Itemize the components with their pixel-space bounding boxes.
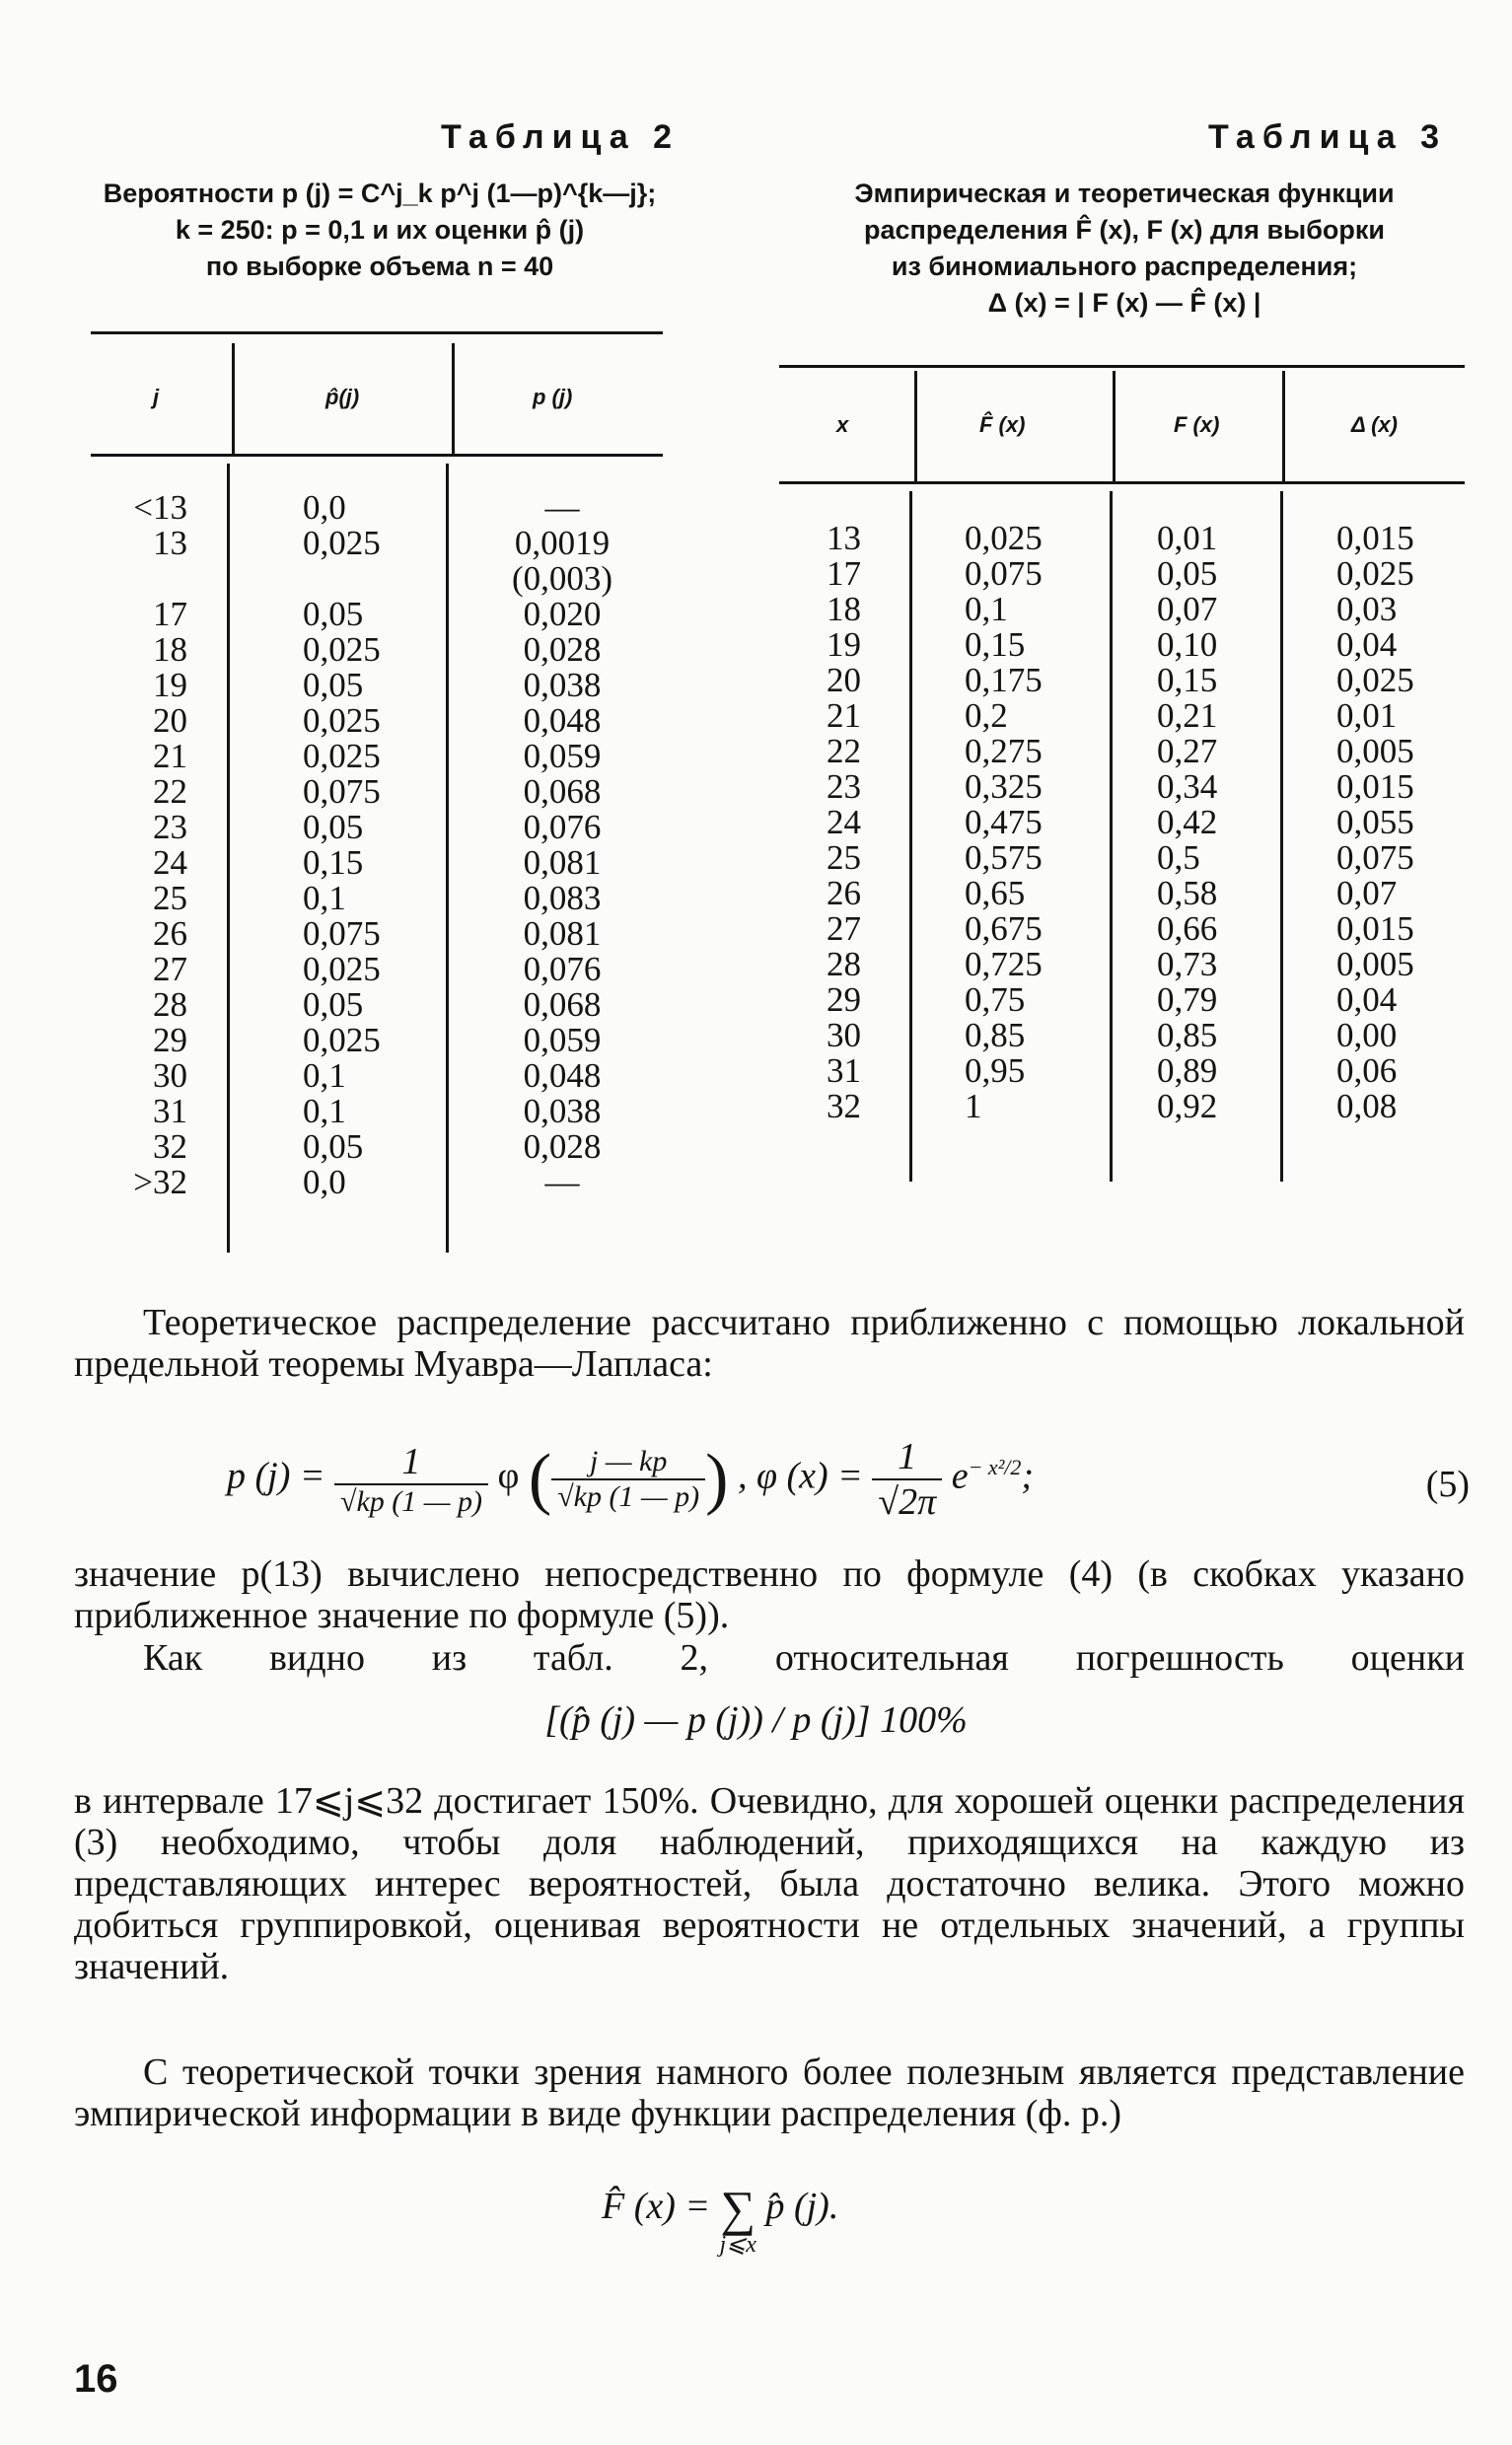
table3-col-Fhat: 0,025 0,075 0,1 0,15 0,175 0,2 0,275 0,325 0,475 0,575 0,65 0,675 0,725 0,75 0,85 0,95 1 bbox=[965, 519, 1043, 1125]
formula-ecdf-sum bbox=[719, 2181, 756, 2258]
paragraph-4: в интервале 17⩽j⩽32 достигает 150%. Очевидно, для хорошей оценки распределения (3) необходимо, чтобы доля наблюдений, приходящихся на каждую из представляющих интерес вероятностей, была достаточно велика. Этого можно добиться группировкой, оценивая вероятности не отдельных значений, а группы значений. bbox=[74, 1780, 1465, 1987]
table2-vline-1 bbox=[232, 343, 235, 454]
table3-top-rule bbox=[779, 365, 1465, 368]
formula-ecdf bbox=[602, 2181, 996, 2283]
table3-vline-2-body bbox=[1110, 491, 1113, 1182]
formula-5-num-1: 1 bbox=[334, 1440, 488, 1485]
paragraph-2: значение p(13) вычислено непосредственно по формуле (4) (в скобках указано приближенное значение по формуле (5)). bbox=[74, 1553, 1465, 1636]
formula-5-frac-2 bbox=[551, 1445, 705, 1514]
table2-caption bbox=[74, 176, 685, 285]
table3-header-x: x bbox=[836, 412, 849, 437]
table2-caption-line-3: по выборке объема n = 40 bbox=[205, 252, 554, 281]
formula-5-semicolon: ; bbox=[1021, 1455, 1035, 1497]
table2-header-phat: p̂(j) bbox=[325, 385, 360, 409]
table2-col-p: — 0,0019 (0,003) 0,020 0,028 0,038 0,048 0,059 0,068 0,076 0,081 0,083 0,081 0,076 0,068 0,059 0,048 0,038 0,028 — bbox=[511, 488, 613, 1201]
table2-title: Таблица 2 bbox=[441, 118, 681, 156]
formula-5-den-2: √kp (1 — p) bbox=[557, 1480, 700, 1513]
formula-ecdf-subscript: j⩽x bbox=[719, 2232, 756, 2258]
table2-top-rule bbox=[91, 331, 663, 334]
formula-5-num-3: 1 bbox=[872, 1435, 942, 1480]
paragraph-5: С теоретической точки зрения намного более полезным является представление эмпирической информации в виде функции распределения (ф. р.) bbox=[74, 2051, 1465, 2134]
formula-5-e: e bbox=[951, 1455, 969, 1497]
formula-5-paren-open: ( bbox=[528, 1441, 552, 1517]
table3-header-delta: Δ (x) bbox=[1351, 412, 1398, 437]
table3-title: Таблица 3 bbox=[1208, 118, 1448, 156]
table3-vline-1 bbox=[914, 371, 917, 481]
table2-caption-line-2: k = 250: p = 0,1 и их оценки p̂ (j) bbox=[175, 215, 585, 245]
table3-vline-2 bbox=[1113, 371, 1116, 481]
table3-header-rule bbox=[779, 481, 1465, 484]
table2-header-p: p (j) bbox=[533, 385, 573, 409]
formula-5-paren-close: ) bbox=[705, 1441, 729, 1517]
table3-col-x: 13 17 18 19 20 21 22 23 24 25 26 27 28 29 30 31 32 bbox=[827, 519, 861, 1125]
table3-vline-3-body bbox=[1280, 491, 1283, 1182]
table3-vline-3 bbox=[1282, 371, 1285, 481]
formula-5-frac-3 bbox=[872, 1435, 942, 1524]
paragraph-1: Теоретическое распределение рассчитано приближенно с помощью локальной предельной теоремы Муавра—Лапласа: bbox=[74, 1302, 1465, 1385]
table3-col-F: 0,01 0,05 0,07 0,10 0,15 0,21 0,27 0,34 0,42 0,5 0,58 0,66 0,73 0,79 0,85 0,89 0,92 bbox=[1157, 519, 1218, 1125]
formula-error: [(p̂ (j) — p (j)) / p (j)] 100% bbox=[544, 1699, 968, 1741]
formula-ecdf-left: F̂ (x) = bbox=[602, 2186, 711, 2227]
table3-caption bbox=[779, 176, 1470, 322]
table3-caption-line-2: распределения F̂ (x), F (x) для выборки bbox=[864, 215, 1385, 245]
table2-vline-1-body bbox=[227, 464, 230, 1253]
table3-caption-line-1: Эмпирическая и теоретическая функции bbox=[854, 179, 1395, 208]
formula-5-phi: φ bbox=[497, 1455, 520, 1497]
formula-5-frac-1 bbox=[334, 1440, 488, 1519]
formula-5-exponent: − x²/2 bbox=[968, 1455, 1022, 1480]
table3-vline-1-body bbox=[909, 491, 912, 1182]
paragraph-3: Как видно из табл. 2, относительная погрешность оценки bbox=[143, 1637, 1465, 1679]
formula-5-den-1: √kp (1 — p) bbox=[340, 1485, 482, 1518]
table2-vline-2-body bbox=[446, 464, 449, 1253]
formula-5-den-3: √2π bbox=[878, 1481, 937, 1523]
table2-col-j: <13 13 17 18 19 20 21 22 23 24 25 26 27 28 29 30 31 32 >32 bbox=[133, 488, 187, 1201]
formula-5-label: (5) bbox=[1425, 1464, 1470, 1505]
table3-header-F: F (x) bbox=[1174, 412, 1220, 437]
table2-caption-line-1: Вероятности p (j) = C^j_k p^j (1—p)^{k—j}; bbox=[103, 179, 657, 208]
formula-5-num-2: j — kp bbox=[551, 1445, 705, 1480]
page-number: 16 bbox=[74, 2357, 118, 2401]
formula-ecdf-right: p̂ (j). bbox=[765, 2186, 839, 2227]
table2-col-phat: 0,0 0,025 0,05 0,025 0,05 0,025 0,025 0,075 0,05 0,15 0,1 0,075 0,025 0,05 0,025 0,1 0,1 0,05 0,0 bbox=[303, 488, 381, 1201]
table2-vline-2 bbox=[452, 343, 455, 454]
table3-header-Fhat: F̂ (x) bbox=[979, 412, 1026, 437]
table2-header-rule bbox=[91, 454, 663, 457]
formula-5-left: p (j) = bbox=[227, 1455, 325, 1497]
table3-col-delta: 0,015 0,025 0,03 0,04 0,025 0,01 0,005 0,015 0,055 0,075 0,07 0,015 0,005 0,04 0,00 0,06 0,08 bbox=[1336, 519, 1414, 1125]
formula-ecdf-sigma: ∑ bbox=[720, 2181, 756, 2236]
formula-5 bbox=[227, 1435, 1470, 1544]
table3-caption-line-3: из биномиального распределения; bbox=[891, 252, 1358, 281]
table3-caption-line-4: Δ (x) = | F (x) — F̂ (x) | bbox=[987, 288, 1261, 318]
table2-header-j: j bbox=[153, 385, 160, 409]
formula-5-mid: , φ (x) = bbox=[737, 1455, 863, 1497]
